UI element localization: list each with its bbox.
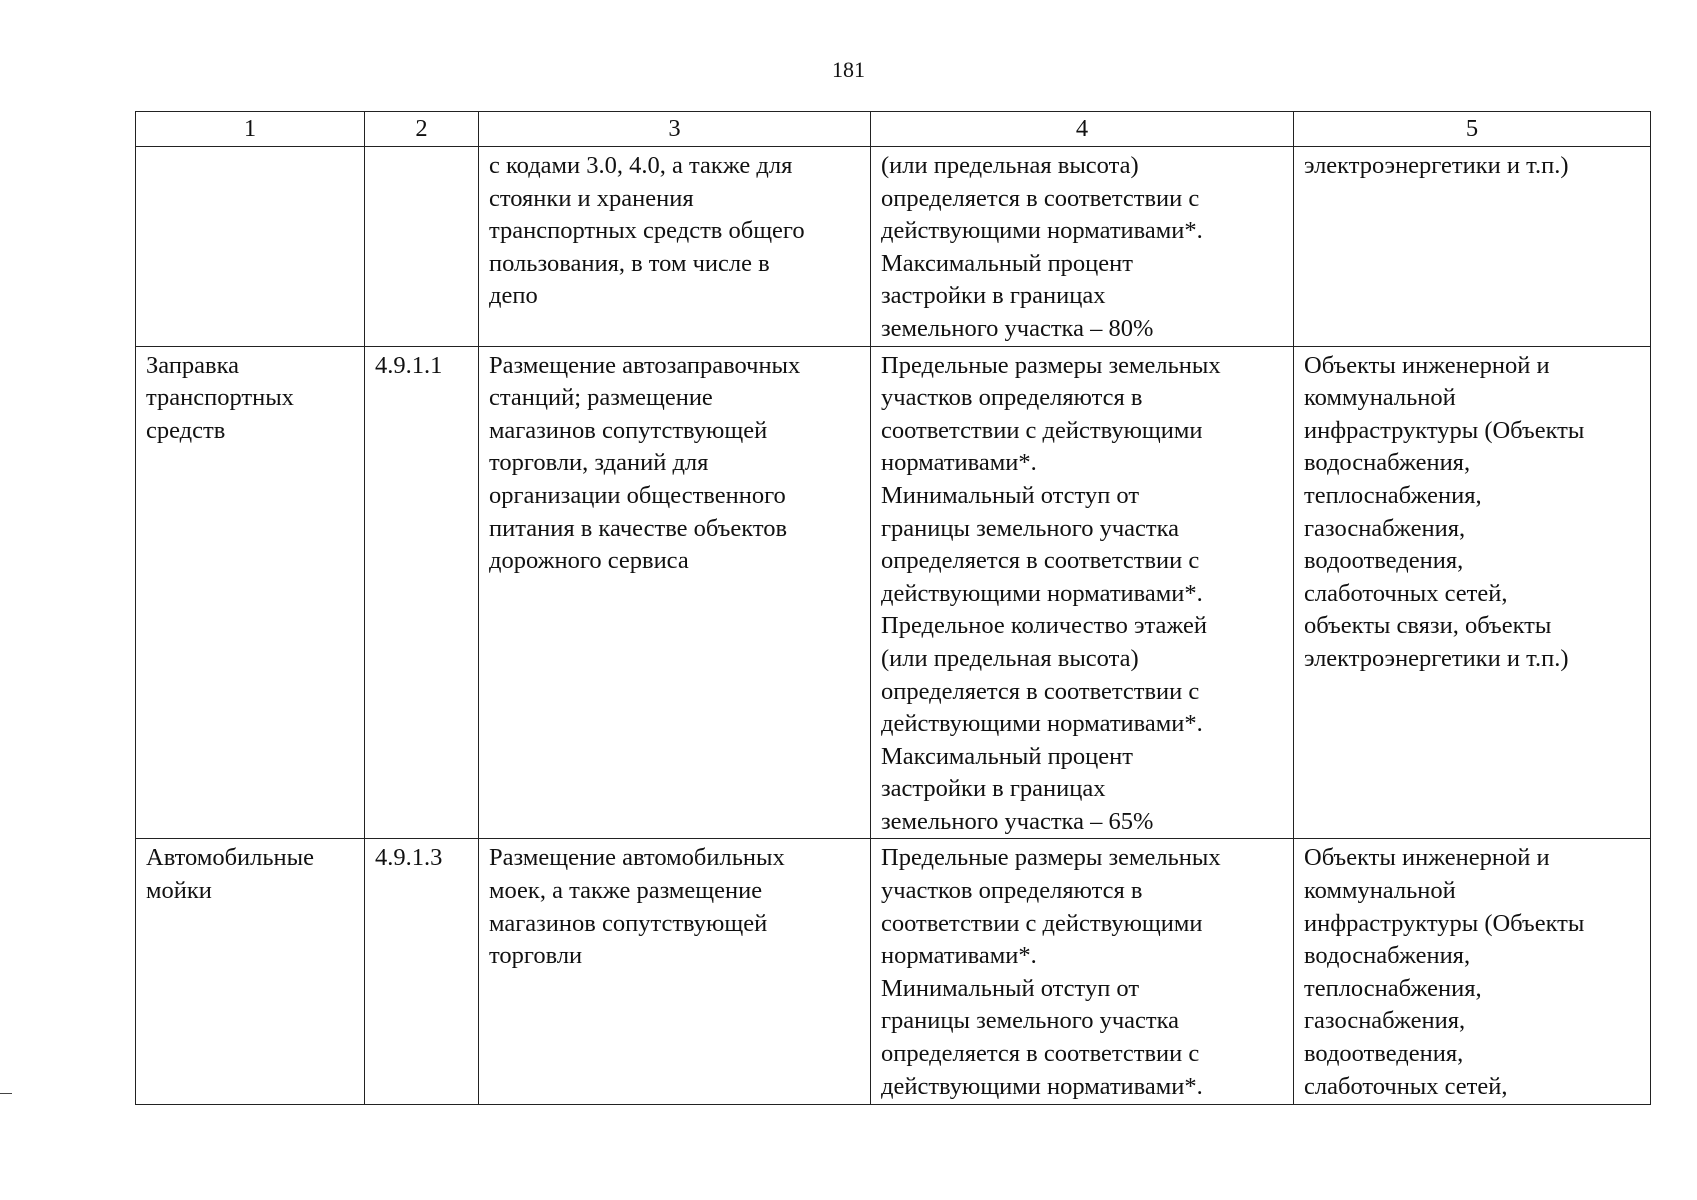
cell-col-2 — [365, 839, 479, 1105]
cell-text-line: депо — [489, 282, 538, 310]
cell-text-line: инфраструктуры (Объекты — [1304, 909, 1585, 937]
cell-text-line: газоснабжения, — [1304, 1007, 1466, 1035]
cell-text-line: водоотведения, — [1304, 547, 1464, 575]
cell-col-2 — [365, 346, 479, 839]
header-col-1: 1 — [136, 112, 365, 147]
cell-text-line: средств — [146, 416, 226, 444]
cell-col-3 — [479, 346, 871, 839]
cell-text-line: водоснабжения, — [1304, 942, 1471, 970]
table-row-fuel-station — [136, 346, 1651, 839]
land-use-table-wrapper — [135, 111, 1650, 1105]
cell-text-line: Предельное количество этажей — [881, 612, 1207, 640]
cell-col-3 — [479, 147, 871, 347]
cell-text-line: торговли, зданий для — [489, 449, 709, 477]
cell-text-line: инфраструктуры (Объекты — [1304, 416, 1585, 444]
cell-text-line: с кодами 3.0, 4.0, а также для — [489, 152, 793, 179]
cell-text-line: действующими нормативами*. — [881, 217, 1203, 245]
cell-text-line: границы земельного участка — [881, 514, 1180, 542]
cell-text-line: слаботочных сетей, — [1304, 1072, 1508, 1100]
cell-text-line: (или предельная высота) — [881, 644, 1139, 672]
cell-text-line: газоснабжения, — [1304, 514, 1466, 542]
cell-code-text: 4.9.1.3 — [375, 844, 443, 872]
cell-col-4 — [871, 346, 1294, 839]
header-col-4: 4 — [871, 112, 1294, 147]
cell-text-line: Размещение автомобильных — [489, 844, 785, 872]
cell-text-line: определяется в соответствии с — [881, 184, 1200, 212]
cell-text-line: стоянки и хранения — [489, 184, 694, 212]
header-col-3: 3 — [479, 112, 871, 147]
cell-text-line: объекты связи, объекты — [1304, 612, 1552, 640]
cell-text-line: транспортных — [146, 384, 294, 412]
cell-text-line: мойки — [146, 877, 212, 905]
cell-col-5 — [1294, 147, 1651, 347]
cell-text-line: Автомобильные — [146, 844, 314, 872]
cell-code-text: 4.9.1.1 — [375, 351, 443, 379]
cell-text-line: определяется в соответствии с — [881, 677, 1200, 705]
cell-text-line: электроэнергетики и т.п.) — [1304, 644, 1569, 672]
cell-text-line: застройки в границах — [881, 282, 1106, 310]
cell-text-line: соответствии с действующими — [881, 416, 1203, 444]
cell-text-line: участков определяются в — [881, 384, 1143, 412]
header-col-2: 2 — [365, 112, 479, 147]
cell-text-line: Объекты инженерной и — [1304, 351, 1550, 379]
cell-text-line: моек, а также размещение — [489, 877, 763, 905]
cell-text-line: застройки в границах — [881, 775, 1106, 803]
cell-text-line: слаботочных сетей, — [1304, 579, 1508, 607]
table-row-car-wash — [136, 839, 1651, 1105]
cell-col-1 — [136, 147, 365, 347]
cell-text-line: Предельные размеры земельных — [881, 351, 1221, 379]
cell-col-3 — [479, 839, 871, 1105]
cell-text-line: водоснабжения, — [1304, 449, 1471, 477]
cell-text-line: теплоснабжения, — [1304, 974, 1482, 1002]
cell-text-line: действующими нормативами*. — [881, 1072, 1203, 1100]
cell-text-line: теплоснабжения, — [1304, 481, 1482, 509]
land-use-table — [135, 111, 1651, 1105]
cell-text-line: магазинов сопутствующей — [489, 416, 768, 444]
cell-text-line: границы земельного участка — [881, 1007, 1180, 1035]
cell-text-line: нормативами*. — [881, 449, 1037, 477]
cell-col-5 — [1294, 346, 1651, 839]
cell-text-line: действующими нормативами*. — [881, 579, 1203, 607]
cell-text-line: торговли — [489, 942, 583, 970]
cell-text-line: Предельные размеры земельных — [881, 844, 1221, 872]
cell-text-line: водоотведения, — [1304, 1040, 1464, 1068]
cell-text-line: Минимальный отступ от — [881, 481, 1140, 509]
cell-text-line: транспортных средств общего — [489, 217, 805, 245]
cell-col-4 — [871, 839, 1294, 1105]
cell-text-line: земельного участка – 80% — [881, 314, 1154, 342]
cell-text-line: действующими нормативами*. — [881, 710, 1203, 738]
cell-text-line: магазинов сопутствующей — [489, 909, 768, 937]
margin-mark — [0, 1093, 12, 1094]
cell-col-2 — [365, 147, 479, 347]
cell-text-line: земельного участка – 65% — [881, 807, 1154, 835]
page-number: 181 — [832, 57, 865, 82]
cell-text-line: Размещение автозаправочных — [489, 351, 801, 379]
cell-text-line: определяется в соответствии с — [881, 1040, 1200, 1068]
cell-text-line: участков определяются в — [881, 877, 1143, 905]
cell-text-line: питания в качестве объектов — [489, 514, 788, 542]
cell-col-1 — [136, 346, 365, 839]
cell-text-line: соответствии с действующими — [881, 909, 1203, 937]
header-row — [136, 112, 1651, 147]
cell-text-line: нормативами*. — [881, 942, 1037, 970]
cell-text-line: (или предельная высота) — [881, 152, 1139, 179]
cell-text-line: Максимальный процент — [881, 249, 1133, 277]
header-col-5: 5 — [1294, 112, 1651, 147]
cell-text-line: электроэнергетики и т.п.) — [1304, 152, 1569, 179]
cell-text-line: организации общественного — [489, 481, 786, 509]
cell-text-line: Минимальный отступ от — [881, 974, 1140, 1002]
cell-col-4 — [871, 147, 1294, 347]
cell-text-line: Максимальный процент — [881, 742, 1133, 770]
table-row-continuation — [136, 147, 1651, 347]
cell-text-line: коммунальной — [1304, 384, 1456, 412]
cell-col-5 — [1294, 839, 1651, 1105]
cell-text-line: дорожного сервиса — [489, 547, 689, 575]
cell-text-line: определяется в соответствии с — [881, 547, 1200, 575]
cell-text-line: Объекты инженерной и — [1304, 844, 1550, 872]
cell-text-line: коммунальной — [1304, 877, 1456, 905]
cell-text-line: станций; размещение — [489, 384, 713, 412]
cell-col-1 — [136, 839, 365, 1105]
cell-text-line: Заправка — [146, 351, 240, 379]
cell-text-line: пользования, в том числе в — [489, 249, 770, 277]
